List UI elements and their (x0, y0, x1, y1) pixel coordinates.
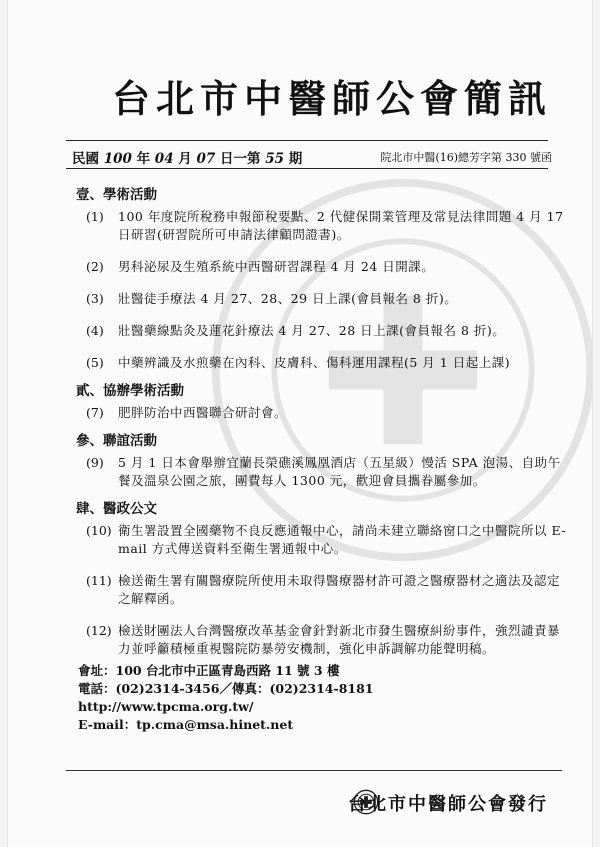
list-item (72, 258, 572, 276)
list-item (72, 522, 572, 558)
document-page (8, 0, 592, 847)
email-link[interactable]: E-mail：tp.cma@msa.hinet.net (78, 717, 294, 732)
item-number: (2) (86, 259, 104, 274)
item-text: 5 月 1 日本會舉辦宜蘭長榮礁溪鳳凰酒店（五星級）慢活 SPA 泡湯、自助午餐及溫泉公園之旅，團費每人 1300 元，歡迎會員攜眷屬參加。 (118, 455, 561, 488)
section-heading: 壹、學術活動 (76, 187, 157, 203)
item-text: 中藥辨識及水煎藥在內科、皮膚科、傷科運用課程(5 月 1 日起上課) (118, 355, 511, 370)
list-item (72, 622, 572, 658)
newsletter-content (72, 180, 572, 672)
document-number: 院北市中醫(16)總芳字第 330 號函 (380, 151, 552, 164)
item-number: (9) (86, 455, 104, 470)
item-number: (5) (86, 355, 104, 370)
item-text: 檢送衛生署有關醫療院所使用未取得醫療器材許可證之醫療器材之適法及認定之解釋函。 (118, 573, 561, 606)
item-number: (4) (86, 323, 104, 338)
list-item (72, 354, 572, 372)
item-text: 男科泌尿及生殖系統中西醫研習課程 4 月 24 日開課。 (118, 259, 435, 274)
item-text: 100 年度院所稅務申報節稅要點、2 代健保開業管理及常見法律問題 4 月 17 日研習(研習院所可申請法律顧問證書)。 (118, 209, 564, 242)
item-text: 檢送財團法人台灣醫療改革基金會針對新北市發生醫療糾紛事件，強烈譴責暴力並呼籲積極重視醫院防暴勞安機制，強化申訴調解功能聲明稿。 (118, 623, 561, 656)
list-item (72, 572, 572, 608)
item-number: (3) (86, 291, 104, 306)
issue-divider (66, 168, 548, 169)
issuer-name: 台北市中醫師公會發行 (348, 794, 548, 815)
list-item (72, 208, 572, 244)
section-heading: 參、聯誼活動 (76, 433, 157, 449)
website-link[interactable]: http://www.tpcma.org.tw/ (78, 699, 254, 714)
item-number: (10) (86, 523, 112, 538)
item-number: (1) (86, 209, 104, 224)
item-text: 肥胖防治中西醫聯合研討會。 (118, 405, 288, 420)
item-number: (11) (86, 573, 112, 588)
section-heading: 肆、醫政公文 (76, 501, 157, 517)
item-text: 壯醫徒手療法 4 月 27、28、29 日上課(會員報名 8 折)。 (118, 291, 458, 306)
contact-info (78, 662, 373, 734)
section-heading: 貳、協辦學術活動 (76, 383, 184, 399)
item-number: (12) (86, 623, 112, 638)
address: 會址：100 台北市中正區青島西路 11 號 3 樓 (78, 663, 340, 678)
phone-fax: 電話：(02)2314-3456／傳真：(02)2314-8181 (78, 681, 374, 696)
issue-line: 民國 100 年 04 月 07 日一第 55 期 (72, 151, 303, 167)
list-item (72, 322, 572, 340)
item-text: 衛生署設置全國藥物不良反應通報中心，請尚未建立聯絡窗口之中醫院所以 E-mail 方式傳送資料至衛生署通報中心。 (118, 523, 567, 556)
list-item (72, 454, 572, 490)
list-item (72, 404, 572, 422)
list-item (72, 290, 572, 308)
newsletter-title: 台北市中醫師公會簡訊 (111, 76, 552, 121)
footer-divider (66, 770, 562, 771)
item-number: (7) (86, 405, 104, 420)
header-divider (66, 140, 548, 141)
item-text: 壯醫藥線點灸及蓮花針療法 4 月 27、28 日上課(會員報名 8 折)。 (118, 323, 506, 338)
